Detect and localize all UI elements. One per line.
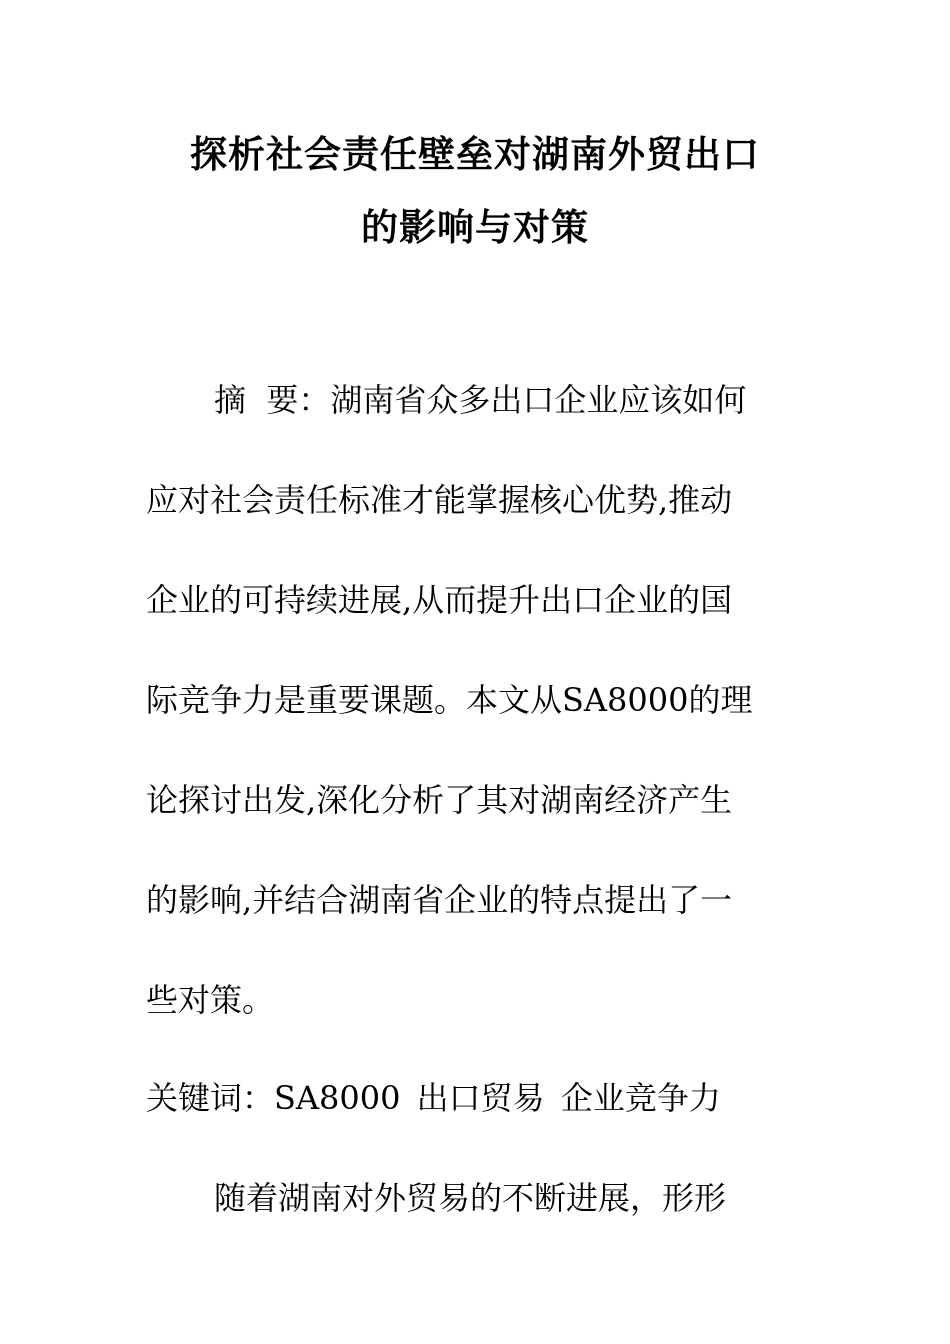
abstract-line-2: 应对社会责任标准才能掌握核心优势,推动	[146, 481, 733, 519]
abstract-first-line	[214, 380, 746, 420]
abstract-line-7: 些对策。	[146, 981, 275, 1019]
abstract-line-4: 际竞争力是重要课题。本文从SA8000的理	[146, 681, 753, 719]
abstract-line-1: 湖南省众多出口企业应该如何	[330, 381, 747, 419]
document-title-line-2: 的影响与对策	[361, 206, 589, 249]
abstract-line-5: 论探讨出发,深化分析了其对湖南经济产生	[146, 781, 733, 819]
abstract-label: 摘 要：	[214, 381, 331, 419]
keywords-line: 关键词：SA8000 出口贸易 企业竞争力	[146, 1079, 721, 1117]
abstract-line-6: 的影响,并结合湖南省企业的特点提出了一	[146, 881, 733, 919]
body-paragraph-line-1: 随着湖南对外贸易的不断进展，形形	[214, 1179, 727, 1217]
document-title-line-1: 探析社会责任壁垒对湖南外贸出口	[190, 133, 760, 176]
abstract-line-3: 企业的可持续进展,从而提升出口企业的国	[146, 581, 733, 619]
